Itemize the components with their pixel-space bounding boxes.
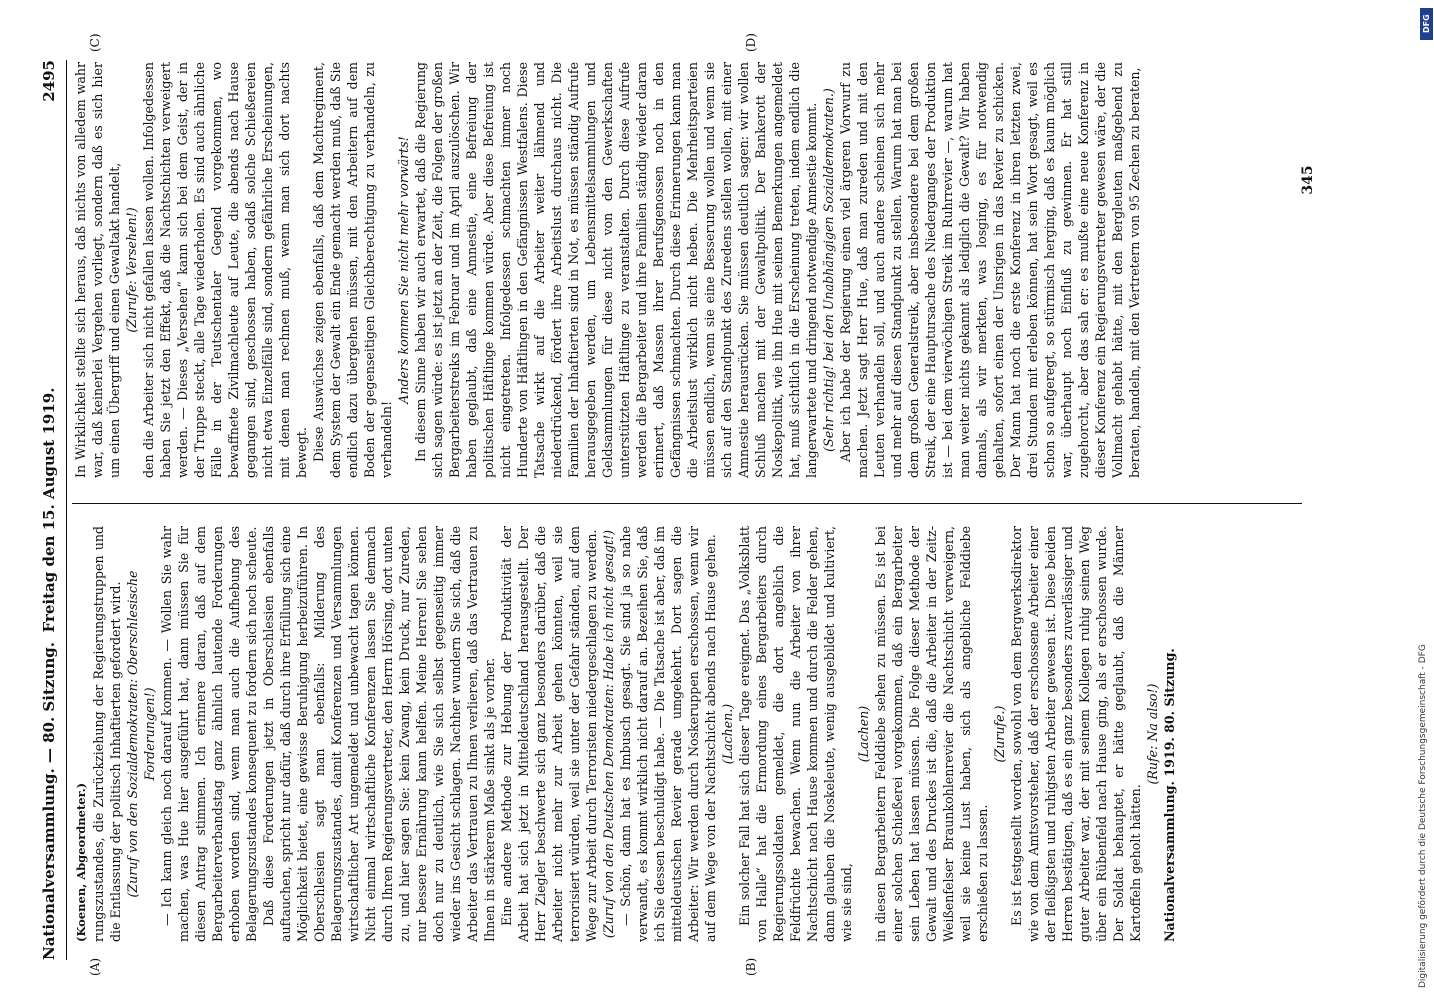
right-column: [72, 62, 1322, 478]
digitization-notice: Digitalisierung gefördert durch die Deutsche Forschungsgemeinschaft - DFG: [1418, 644, 1428, 988]
interjection: (Zuruf von den Sozialdemokraten: Oberschlesische Forderungen!): [125, 570, 157, 898]
margin-mark-b: (B): [744, 957, 758, 976]
margin-mark-d: (D): [744, 33, 758, 52]
paragraph: Aber ich habe der Regierung einen viel ärgeren Vorwurf zu machen. Jetzt sagt Herr Hue, daß man zureden und mit den Leuten verhandeln soll, und auch andere scheinen sich mehr und mehr auf diesen Standpunkt zu stellen. Warum hat man bei dem großen Generalstreik, aber insbesondere bei dem großen Streik, der eine Hauptursache des Niederganges der Produktion ist — bei dem vierwöchigen Streik im Ruhrrevier —, warum hat man weiter nichts gekannt als lediglich die Gewalt? Wir haben damals, als wir merkten, was losging, es für notwendig gehalten, sofort einen der Unsrigen in das Revier zu schicken. Der Mann hat noch die erste Konferenz in ihren letzten zwei, drei Stunden mit erleben können, hat sein Wort gesagt, weil es schon so aufgeregt, so stürmisch herging, daß es kaum möglich war, überhaupt noch Einfluß zu gewinnen. Er hat still zugehorcht, aber das sah er: es mußte eine neue Konferenz in dieser Konferenz ein Regierungsvertreter gewesen wäre, der die Vollmacht gehabt hätte, mit den Bergleuten maßgebend zu beraten, handeln, mit den Vertretern von 95 Zechen zu beraten,: [838, 62, 1142, 478]
header-page-number: 2495: [40, 60, 58, 102]
interjection: (Zurufe: Versehen!): [124, 207, 139, 333]
paragraph: rungszustandes, die Zurückziehung der Regierungstruppen und die Entlassung der politisch Inhaftierten gefordert wird.: [91, 526, 123, 942]
paragraph: — Schön, dann hat es Imbusch gesagt. Sie sind ja so nahe verwandt, es kommt wirklich nicht darauf an. Bezeihen Sie, daß ich Sie dessen beschuldigt habe. — Die Tatsache ist aber, daß im mitteldeutschen Revier gerade umgekehrt. Dort sagen die Arbeiter: Wir werden durch Noskeruppen erschossen, wenn wir auf dem Wege von der Nachtschicht abends nach Hause gehen.: [618, 526, 718, 942]
paragraph: In diesem Sinne haben wir auch erwartet, daß die Regierung sich sagen würde: es ist jetzt an der Zeit, die Folgen der großen Bergarbeiterstreiks im Februar und im April auszulöschen. Wir haben geglaubt, daß eine Amnestie, eine Befreiung der politischen Häftlinge kommen würde. Aber diese Befreiung ist nicht eingetreten. Infolgedessen schmachten immer noch Hunderte von Häftlingen in den Gefängnissen Westfalens. Diese Tatsache wirkt auf die Arbeiter weiter lähmend und niederdrückend, fördert ihre Arbeitslust durchaus nicht. Die Familien der Inhaftierten sind in Not, es müssen ständig Aufrufe herausgegeben werden, um Lebensmittelsammlungen und Geldsammlungen für diese nicht von den Gewerkschaften unterstützten Häftlinge zu veranstalten. Durch diese Aufrufe werden die Bergarbeiter und ihre Familien ständig wieder daran erinnert, daß Massen ihrer Berufsgenossen noch in den Gefängnissen schmachten. Durch diese Erinnerungen kann man die Arbeitslust wirklich nicht heben. Die Mehrheitsparteien müssen endlich, wenn sie eine Besserung wollen und wenn sie sich auf den Standpunkt des Zuredens stellen wollen, mit einer Amnestie herausrücken. Sie müssen deutlich sagen: wir wollen Schluß machen mit der Gewaltpolitik. Der Bankerott der Noskepolitik, wie ihn Hue mit seinen Bemerkungen angemeldet hat, muß sichtlich in die Erscheinung treten, indem endlich die langerwartete und dringend notwendige Amnestie kommt.: [413, 62, 819, 478]
interjection: (Rufe: Na also!): [1145, 683, 1160, 785]
dfg-logo: DFG: [1420, 8, 1433, 40]
interjection: Anders kommen Sie nicht mehr vorwärts!: [396, 136, 411, 404]
margin-mark-c: (C): [88, 33, 102, 52]
paragraph: — Ich kann gleich noch darauf kommen. — Wollen Sie wahr machen, was Hue hier ausgeführt hat, dann müssen Sie für diesen Antrag stimmen. Ich erinnere daran, daß auf dem Bergarbeiterverbandstag ganz ähnlich lautende Forderungen erhoben worden sind, wenn man auch die Aufhebung des Belagerungszustandes konsequent zu fordern sich noch scheute.: [159, 526, 259, 942]
paragraph: Diese Auswüchse zeigen ebenfalls, daß dem Machtregiment, dem System der Gewalt ein Ende gemacht werden muß, daß Sie endlich dazu übergehen müssen, mit den Arbeitern auf dem Boden der gegenseitigen Gleichberechtigung zu verhandeln, zu verhandeln!: [311, 62, 394, 478]
paragraph: Es ist festgestellt worden, sowohl von dem Bergwerksdirektor wie von dem Amtsvorsteher, daß der erschossene Arbeiter einer der fleißigsten und ruhigsten Arbeiter gewesen ist. Diese beiden Herren bestätigen, daß es ein ganz besonders zuverlässiger und guter Arbeiter war, der mit seinem Kollegen ruhig seinen Weg über ein Rübenfeld nach Hause ging, als er erschossen wurde. Der Soldat behauptet, er hätte geglaubt, daß die Männer Kartoffeln geholt hätten.: [1009, 526, 1143, 942]
header-date: Freitag den 15. August 1919.: [40, 387, 58, 633]
digitization-strip: [1418, 8, 1434, 998]
paragraph: Ein solcher Fall hat sich dieser Tage ereignet. Das „Volksblatt von Halle“ hat die Ermordung eines Bergarbeiters durch Regierungssoldaten gemeldet, die dort angeblich die Feldfrüchte bewachen. Wenn nun die Arbeiter von ihrer Nachtschicht nach Hause kommen und durch die Felder gehen, dann glauben die Noskeleute, wenig ausgebildet und kultiviert, wie sie sind,: [737, 526, 854, 942]
paragraph: in diesen Bergarbeitern Felddiebe sehen zu müssen. Es ist bei einer solchen Schießerei vorgekommen, daß ein Bergarbeiter sein Leben hat lassen müssen. Die Folge dieser Methode der Gewalt und des Druckes ist die, daß die Arbeiter in der Zeitz-Weißenfelser Braunkohlenrevier die Nachtschicht verweigern, weil sie keine Lust haben, sich als angebliche Felddiebe erschießen zu lassen.: [873, 526, 990, 942]
interjection: (Lachen): [856, 705, 871, 763]
header-left: Nationalversammlung. — 80. Sitzung.: [40, 642, 58, 960]
paragraph: Daß diese Forderungen jetzt in Oberschlesien ebenfalls auftauchen, spricht nur dafür, daß durch ihre Erfüllung sich eine Möglichkeit bietet, eine gewisse Beruhigung herbeizuführen. In Oberschlesien sagt man ebenfalls: Milderung des Belagerungszustandes, damit Konferenzen und Versammlungen wirtschaftlicher Art ungemeldet und unbewacht tagen können. Nicht einmal wirtschaftliche Konferenzen lassen Sie demnach durch Ihren Regierungsvertreter, den Herrn Hörsing, dort unten zu, und hier sagen Sie: kein Zwang, kein Druck, nur Zureden, nur bessere Ernährung kann helfen. Meine Herren! Sie sehen doch nur zu deutlich, wie Sie sich selbst gegenseitig immer wieder ins Gesicht schlagen. Nachher wundern Sie sich, daß die Arbeiter das Vertrauen zu Ihnen verlieren, daß das Vertrauen zu Ihnen in stärkerem Maße sinkt als je vorher.: [261, 526, 497, 942]
column-divider: [72, 503, 1302, 504]
header-rule: [66, 60, 67, 960]
left-column: [72, 526, 1322, 942]
paragraph: Eine andere Methode zur Hebung der Produktivität der Arbeit hat sich jetzt in Mitteldeutschland herausgestellt. Der Herr Ziegler beschwerte sich ganz besonders darüber, daß die Arbeiter nicht mehr zur Arbeit gehen könnten, weil sie terrorisiert würden, weil sie unter der Gefahr ständen, auf dem Wege zur Arbeit durch Terroristen niedergeschlagen zu werden.: [499, 526, 599, 942]
interjection: (Zuruf von den Deutschen Demokraten: Habe ich nicht gesagt!): [601, 529, 616, 939]
sheet-number: 345: [1300, 165, 1316, 195]
margin-mark-a: (A): [88, 957, 102, 976]
interjection: (Lachen.): [720, 703, 735, 765]
interjection: (Sehr richtig! bei den Unabhängigen Sozialdemokraten.): [821, 88, 836, 452]
running-head: [40, 60, 66, 960]
speaker-label: (Koenen, Abgeordneter.): [74, 782, 88, 942]
paragraph: In Wirklichkeit stellte sich heraus, daß nichts von alledem wahr war, daß keinerlei Vergehen vorliegt, sondern daß es sich hier um einen Übergriff und einen Gewaltakt handelt,: [73, 62, 122, 478]
sheet-signature: Nationalversammlung. 1919. 80. Sitzung.: [1162, 648, 1177, 942]
interjection: (Zurufe.): [992, 705, 1007, 763]
paragraph: den die Arbeiter sich nicht gefallen lassen wollen. Infolgedessen haben Sie jetzt den Effekt, daß die Nachtschichten verweigert werden. — Dieses „Versehen“ kann sich bei dem Geist, der in der Truppe steckt, alle Tage wiederholen. Es sind auch ähnliche Fälle in der Teutschentaler Gegend vorgekommen, wo bewaffnete Zivilmachleute auf Leute, die abends nach Hause gegangen sind, geschossen haben, sodaß solche Schießereien nicht etwa Einzelfälle sind, sondern gefährliche Erscheinungen, mit denen man rechnen muß, wenn man sich dort nachts bewegt.: [141, 62, 309, 478]
